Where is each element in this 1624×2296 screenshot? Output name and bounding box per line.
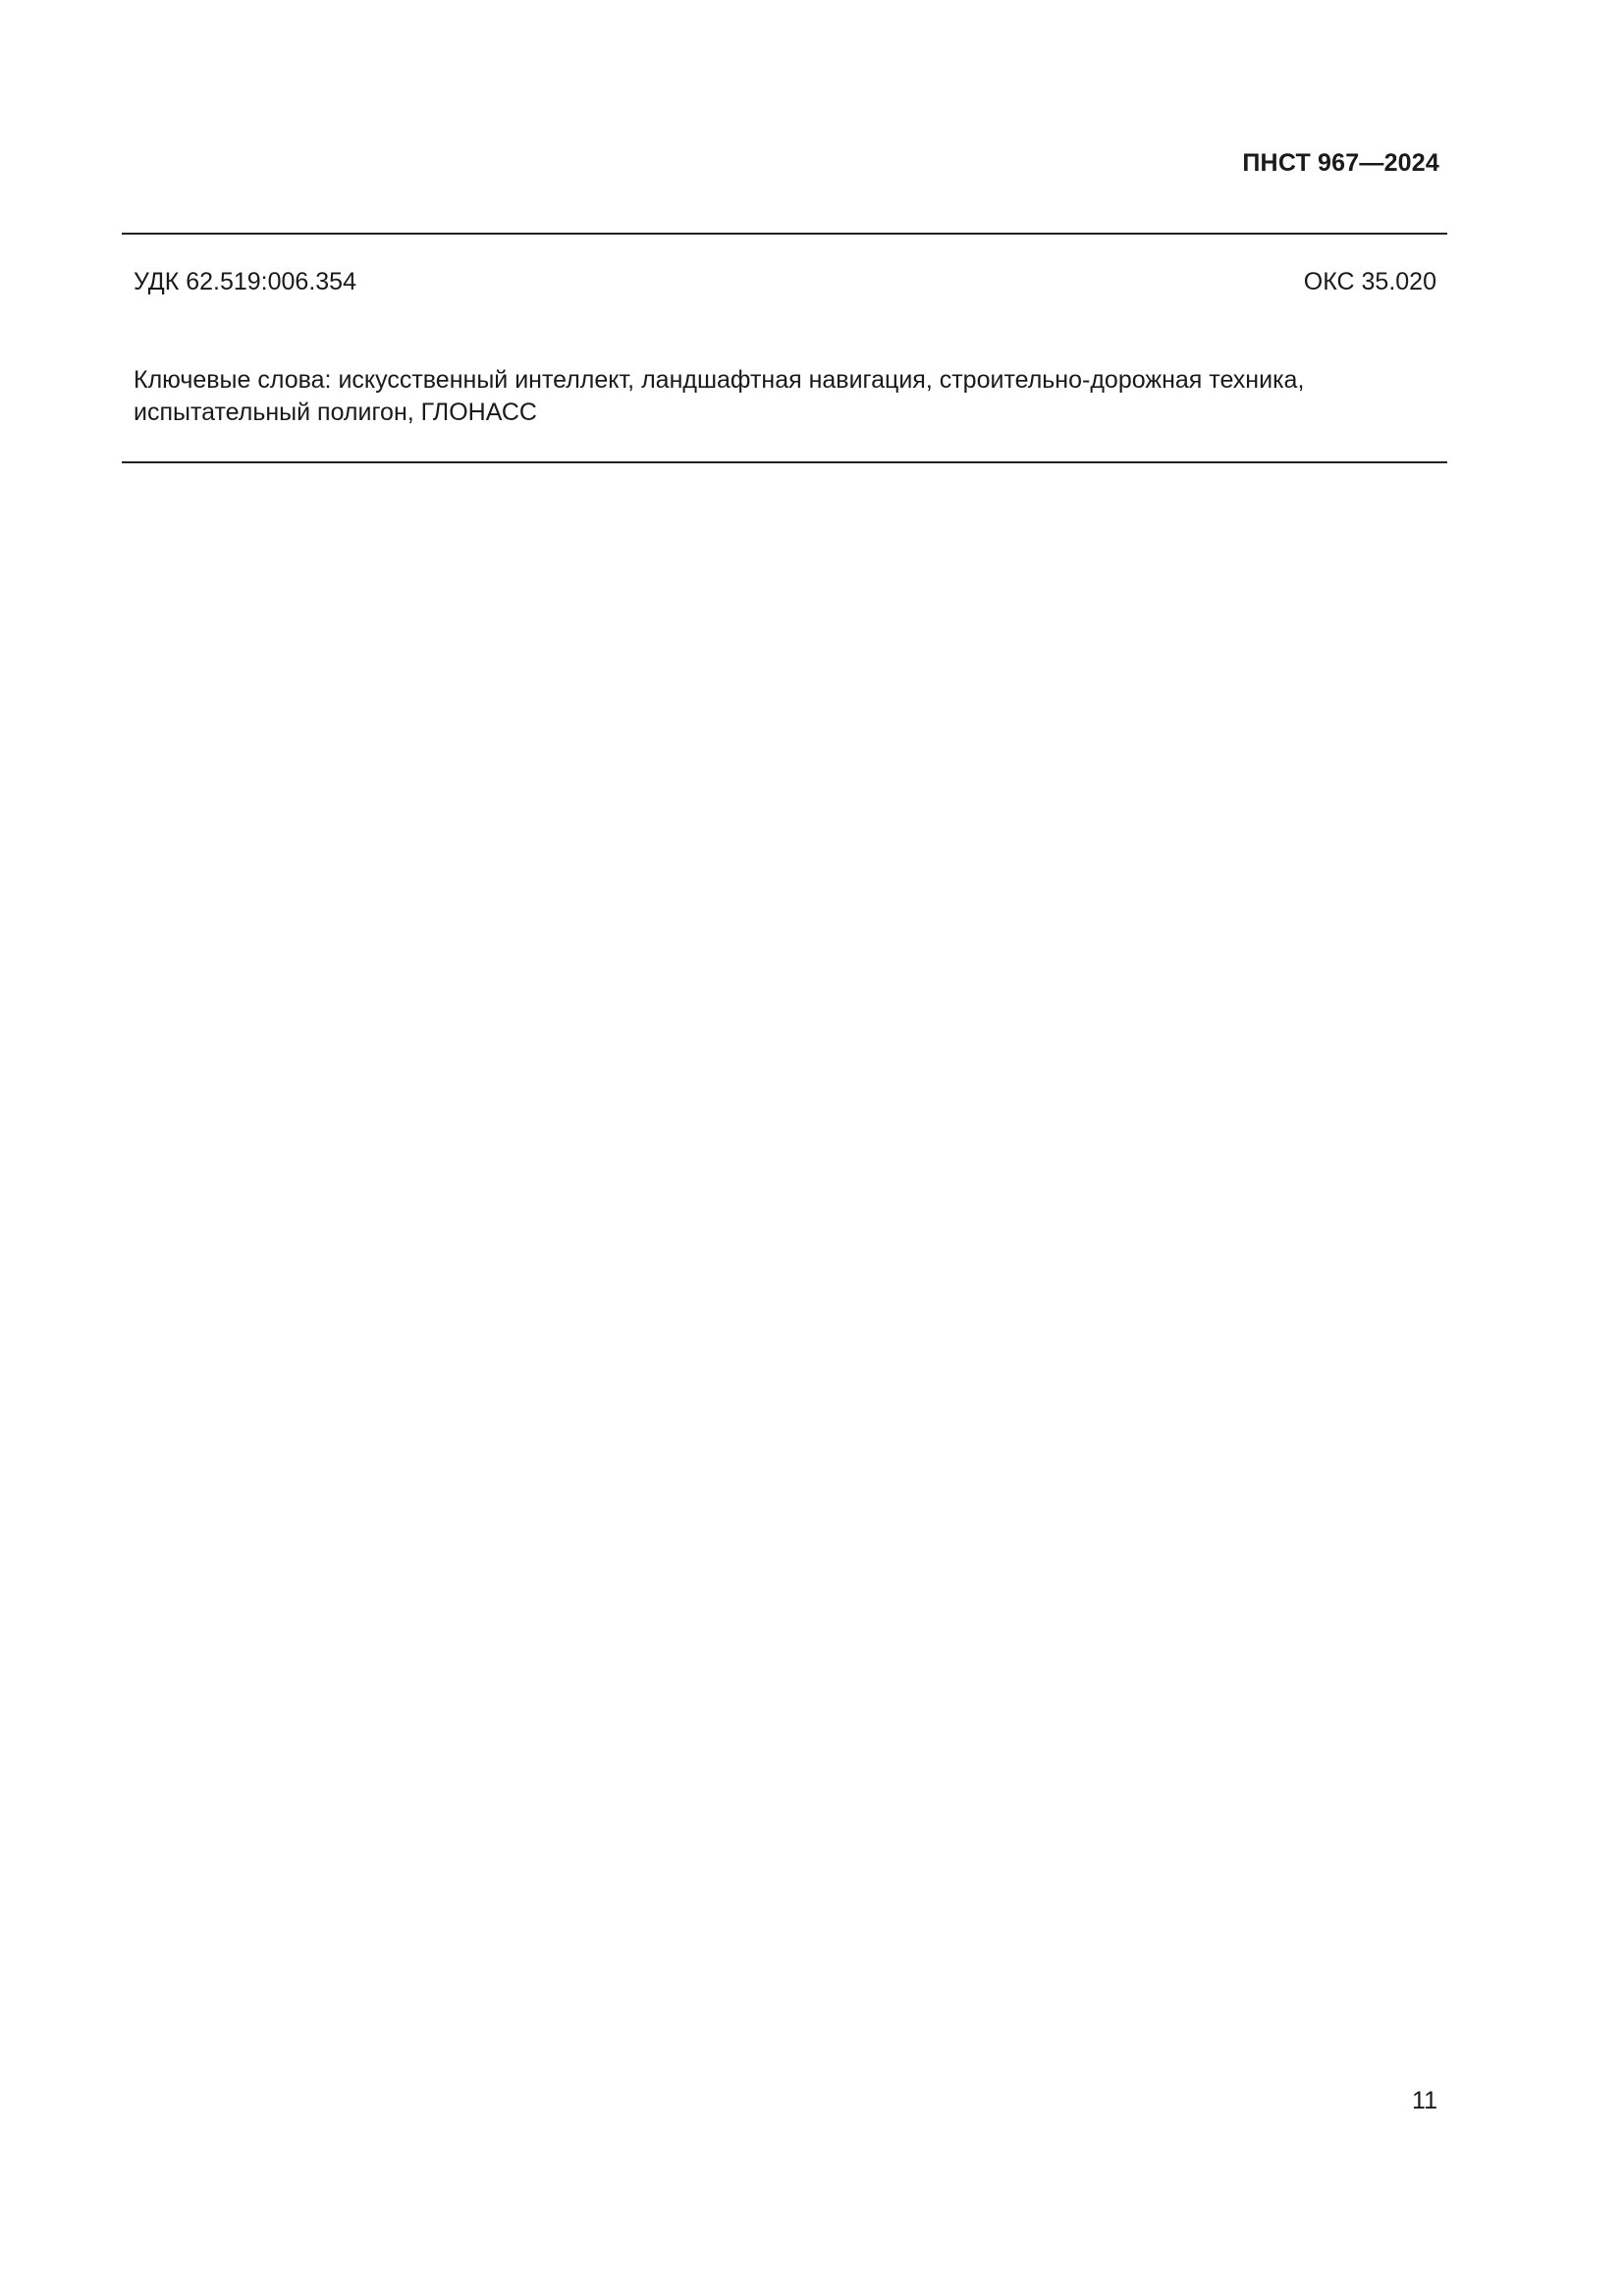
- top-divider: [122, 233, 1447, 235]
- udk-code: УДК 62.519:006.354: [134, 268, 356, 295]
- bottom-divider: [122, 461, 1447, 463]
- document-designation: ПНСТ 967—2024: [1242, 149, 1439, 177]
- keywords-line-2: испытательный полигон, ГЛОНАСС: [134, 399, 537, 426]
- keywords-line-1: Ключевые слова: искусственный интеллект, ландшафтная навигация, строительно-дорожная техника,: [134, 366, 1305, 394]
- oks-code: ОКС 35.020: [1303, 268, 1436, 295]
- keywords-block: [134, 364, 1439, 429]
- page-number: 11: [1412, 2087, 1437, 2114]
